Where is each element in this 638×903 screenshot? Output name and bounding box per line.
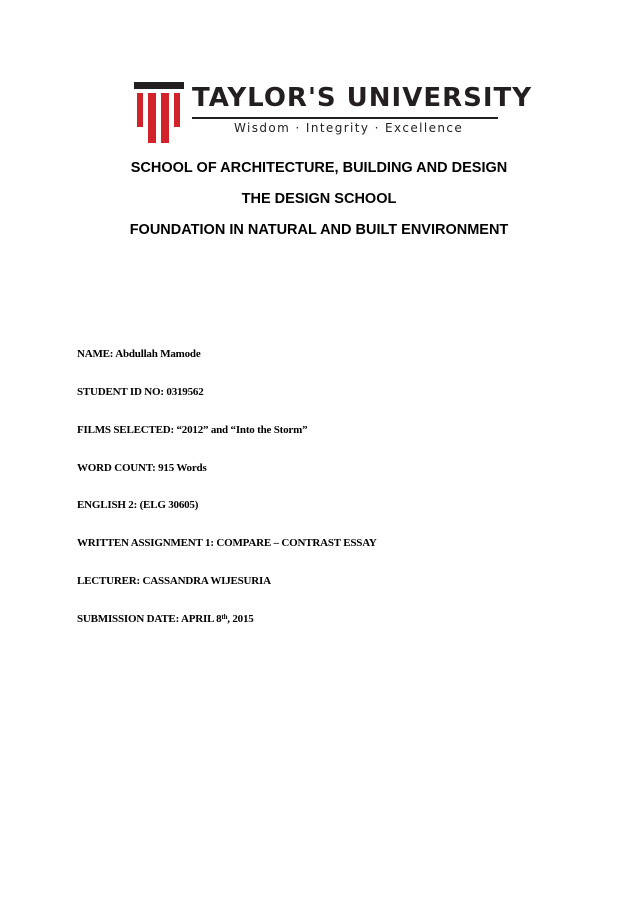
logo-wordmark: TAYLOR'S UNIVERSITY	[192, 83, 533, 113]
submission-date	[77, 612, 254, 626]
logo-divider	[192, 117, 498, 119]
design-school-heading: THE DESIGN SCHOOL	[241, 191, 397, 207]
submission-date-suffix: , 2015	[227, 613, 254, 625]
university-crest-icon	[134, 82, 184, 144]
submission-date-ordinal: th	[221, 613, 228, 621]
university-logo	[134, 82, 533, 146]
assignment-title: WRITTEN ASSIGNMENT 1: COMPARE – CONTRAST ESSAY	[77, 537, 377, 549]
lecturer-name: LECTURER: CASSANDRA WIJESURIA	[77, 575, 271, 587]
school-heading: SCHOOL OF ARCHITECTURE, BUILDING AND DESIGN	[130, 160, 508, 176]
logo-tagline: Wisdom · Integrity · Excellence	[234, 121, 464, 135]
submission-date-prefix: SUBMISSION DATE: APRIL 8	[77, 613, 222, 625]
word-count: WORD COUNT: 915 Words	[77, 462, 207, 474]
student-name: NAME: Abdullah Mamode	[77, 348, 201, 360]
films-selected: FILMS SELECTED: “2012” and “Into the Storm”	[77, 424, 308, 436]
foundation-heading: FOUNDATION IN NATURAL AND BUILT ENVIRONMENT	[129, 222, 509, 238]
student-id: STUDENT ID NO: 0319562	[77, 386, 204, 398]
course-code: ENGLISH 2: (ELG 30605)	[77, 499, 199, 511]
